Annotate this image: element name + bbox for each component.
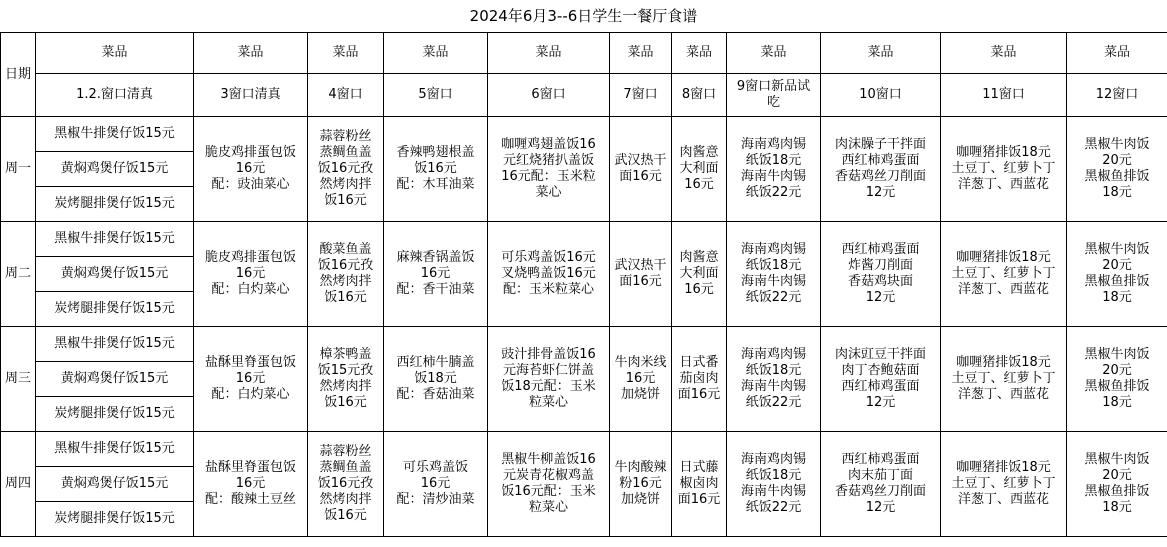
claypot-item: 黑椒牛排煲仔饭15元 [36,432,194,467]
menu-cell-text: 可乐鸡盖饭16元 叉烧鸭盖饭16元 配：玉米粒菜心 [501,250,596,297]
menu-cell-text: 海南鸡肉锡 纸饭18元 海南牛肉锡 纸饭22元 [740,452,806,515]
menu-cell [941,432,1067,537]
claypot-item: 炭烤腿排煲仔饭15元 [36,292,194,327]
menu-cell [610,432,672,537]
menu-cell [194,117,308,222]
menu-cell [1067,432,1167,537]
menu-cell [941,222,1067,327]
menu-cell-text: 蒜蓉粉丝 蒸鲷鱼盖 饭16元孜 然烤肉拌 饭16元 [317,129,374,208]
window-header [488,74,610,117]
menu-cell [384,222,488,327]
menu-cell [821,117,941,222]
dish-header: 菜品 [488,33,610,74]
menu-cell-text: 豉汁排骨盖饭16 元海苔虾仁饼盖 饭18元配：玉米 粒菜心 [501,347,596,410]
menu-cell [1067,117,1167,222]
menu-cell-text: 咖喱猪排饭18元 土豆丁、红萝卜丁 洋葱丁、西蓝花 [951,460,1056,507]
window-label: 8窗口 [681,87,717,102]
window-header [672,74,727,117]
window-label: 9窗口新品试 吃 [736,79,811,110]
window-label: 6窗口 [531,87,566,102]
menu-cell-text: 海南鸡肉锡 纸饭18元 海南牛肉锡 纸饭22元 [740,137,806,200]
menu-table [0,32,1167,537]
menu-cell [821,327,941,432]
dish-header: 菜品 [36,33,194,74]
window-label: 5窗口 [418,87,453,102]
dish-header: 菜品 [1067,33,1167,74]
menu-cell-text: 肉沫豇豆干拌面 肉丁杏鲍菇面 西红柿鸡蛋面 12元 [834,347,926,410]
menu-cell-text: 酸菜鱼盖 饭16元孜 然烤肉拌 饭16元 [317,242,374,305]
window-header [1067,74,1167,117]
menu-cell-text: 黑椒牛柳盖饭16 元炭青花椒鸡盖 饭16元配：玉米 粒菜心 [501,452,596,515]
menu-cell-text: 咖喱猪排饭18元 土豆丁、红萝卜丁 洋葱丁、西蓝花 [951,250,1056,297]
menu-cell-text: 黑椒牛肉饭 20元 黑椒鱼排饭 18元 [1084,452,1150,515]
menu-cell [727,222,821,327]
window-header [308,74,384,117]
menu-cell [672,222,727,327]
menu-cell-text: 日式藤 椒卤肉 面16元 [677,460,721,507]
menu-cell-text: 肉沫臊子干拌面 西红柿鸡蛋面 香菇鸡丝刀削面 12元 [834,137,926,200]
page-title: 2024年6月3--6日学生一餐厅食谱 [469,7,698,25]
menu-cell [308,222,384,327]
day-label: 周三 [1,327,36,432]
claypot-item: 黑椒牛排煲仔饭15元 [36,222,194,257]
menu-cell-text: 蒜蓉粉丝 蒸鲷鱼盖 饭16元孜 然烤肉拌 饭16元 [317,444,374,523]
menu-cell [727,327,821,432]
day-label: 周二 [1,222,36,327]
menu-cell [308,432,384,537]
dish-header: 菜品 [941,33,1067,74]
claypot-item: 炭烤腿排煲仔饭15元 [36,397,194,432]
menu-cell [194,222,308,327]
header-row [1,33,1167,74]
menu-cell-text: 可乐鸡盖饭 16元 配：清炒油菜 [396,460,475,507]
menu-cell-text: 西红柿牛腩盖 饭18元 配：香菇油菜 [396,355,475,402]
claypot-item: 黄焖鸡煲仔饭15元 [36,152,194,187]
claypot-item: 炭烤腿排煲仔饭15元 [36,502,194,537]
window-header [941,74,1067,117]
menu-cell [1067,222,1167,327]
menu-cell [194,327,308,432]
menu-cell-text: 武汉热干 面16元 [614,258,667,289]
menu-cell-text: 香辣鸭翅根盖 饭16元 配：木耳油菜 [396,145,475,192]
menu-cell-text: 盐酥里脊蛋包饭 16元 配：白灼菜心 [204,355,296,402]
window-header [727,74,821,117]
menu-cell-text: 肉酱意 大利面 16元 [679,250,719,297]
menu-cell [488,222,610,327]
menu-cell-text: 武汉热干 面16元 [614,153,667,184]
menu-cell-text: 咖喱猪排饭18元 土豆丁、红萝卜丁 洋葱丁、西蓝花 [951,355,1056,402]
menu-cell [941,117,1067,222]
menu-cell-text: 海南鸡肉锡 纸饭18元 海南牛肉锡 纸饭22元 [740,347,806,410]
menu-cell-text: 黑椒牛肉饭 20元 黑椒鱼排饭 18元 [1084,137,1150,200]
day-row [1,117,1167,152]
menu-cell [488,117,610,222]
menu-cell-text: 西红柿鸡蛋面 肉末茄丁面 香菇鸡丝刀削面 12元 [834,452,926,515]
menu-cell [384,432,488,537]
menu-cell [308,327,384,432]
menu-cell [384,117,488,222]
menu-cell [488,327,610,432]
window-label: 1.2.窗口清真 [76,87,153,102]
menu-cell-text: 咖喱鸡翅盖饭16 元红烧猪扒盖饭 16元配：玉米粒 菜心 [501,137,596,200]
day-row [1,222,1167,257]
menu-cell [941,327,1067,432]
claypot-item: 黑椒牛排煲仔饭15元 [36,117,194,152]
dish-header: 菜品 [384,33,488,74]
window-label: 12窗口 [1095,87,1139,102]
window-header [194,74,308,117]
menu-cell-text: 樟茶鸭盖 饭15元孜 然烤肉拌 饭16元 [317,347,374,410]
window-label: 3窗口清真 [220,87,281,102]
claypot-item: 黄焖鸡煲仔饭15元 [36,362,194,397]
menu-cell-text: 脆皮鸡排蛋包饭 16元 配：白灼菜心 [204,250,296,297]
menu-cell-text: 黑椒牛肉饭 20元 黑椒鱼排饭 18元 [1084,242,1150,305]
claypot-item: 黄焖鸡煲仔饭15元 [36,257,194,292]
menu-cell [821,432,941,537]
menu-cell [308,117,384,222]
menu-cell [384,327,488,432]
window-header [36,74,194,117]
menu-cell [672,327,727,432]
claypot-item: 黑椒牛排煲仔饭15元 [36,327,194,362]
day-row [1,432,1167,467]
dish-header: 菜品 [610,33,672,74]
menu-cell-text: 海南鸡肉锡 纸饭18元 海南牛肉锡 纸饭22元 [740,242,806,305]
dish-header: 菜品 [727,33,821,74]
menu-cell [194,432,308,537]
window-header [821,74,941,117]
menu-cell [727,432,821,537]
menu-cell-text: 黑椒牛肉饭 20元 黑椒鱼排饭 18元 [1084,347,1150,410]
claypot-item: 黄焖鸡煲仔饭15元 [36,467,194,502]
menu-cell-text: 牛肉酸辣 粉16元 加烧饼 [614,460,667,507]
window-label: 11窗口 [982,87,1025,102]
window-label: 4窗口 [328,87,363,102]
menu-cell [610,117,672,222]
menu-cell-text: 日式番 茄卤肉 面16元 [677,355,721,402]
dish-header: 菜品 [821,33,941,74]
window-label: 7窗口 [623,87,658,102]
menu-cell [1067,327,1167,432]
menu-cell-text: 西红柿鸡蛋面 炸酱刀削面 香菇鸡块面 12元 [841,242,920,305]
menu-cell [610,222,672,327]
menu-cell-text: 脆皮鸡排蛋包饭 16元 配：豉油菜心 [204,145,296,192]
window-header [384,74,488,117]
menu-cell-text: 牛肉米线 16元 加烧饼 [614,355,667,402]
menu-cell [488,432,610,537]
menu-cell-text: 肉酱意 大利面 16元 [679,145,719,192]
dish-header: 菜品 [194,33,308,74]
window-label: 10窗口 [859,87,902,102]
menu-cell [672,432,727,537]
day-row [1,327,1167,362]
date-header: 日期 [1,33,36,117]
day-label: 周四 [1,432,36,537]
day-label: 周一 [1,117,36,222]
dish-header: 菜品 [672,33,727,74]
dish-header: 菜品 [308,33,384,74]
menu-cell-text: 麻辣香锅盖饭 16元 配：香干油菜 [396,250,475,297]
menu-cell-text: 盐酥里脊蛋包饭 16元 配：酸辣土豆丝 [204,460,296,507]
window-header [610,74,672,117]
menu-cell [672,117,727,222]
menu-table-body [1,33,1167,537]
menu-cell-text: 咖喱猪排饭18元 土豆丁、红萝卜丁 洋葱丁、西蓝花 [951,145,1056,192]
window-row [1,74,1167,117]
claypot-item: 炭烤腿排煲仔饭15元 [36,187,194,222]
menu-cell [610,327,672,432]
menu-cell [727,117,821,222]
menu-cell [821,222,941,327]
